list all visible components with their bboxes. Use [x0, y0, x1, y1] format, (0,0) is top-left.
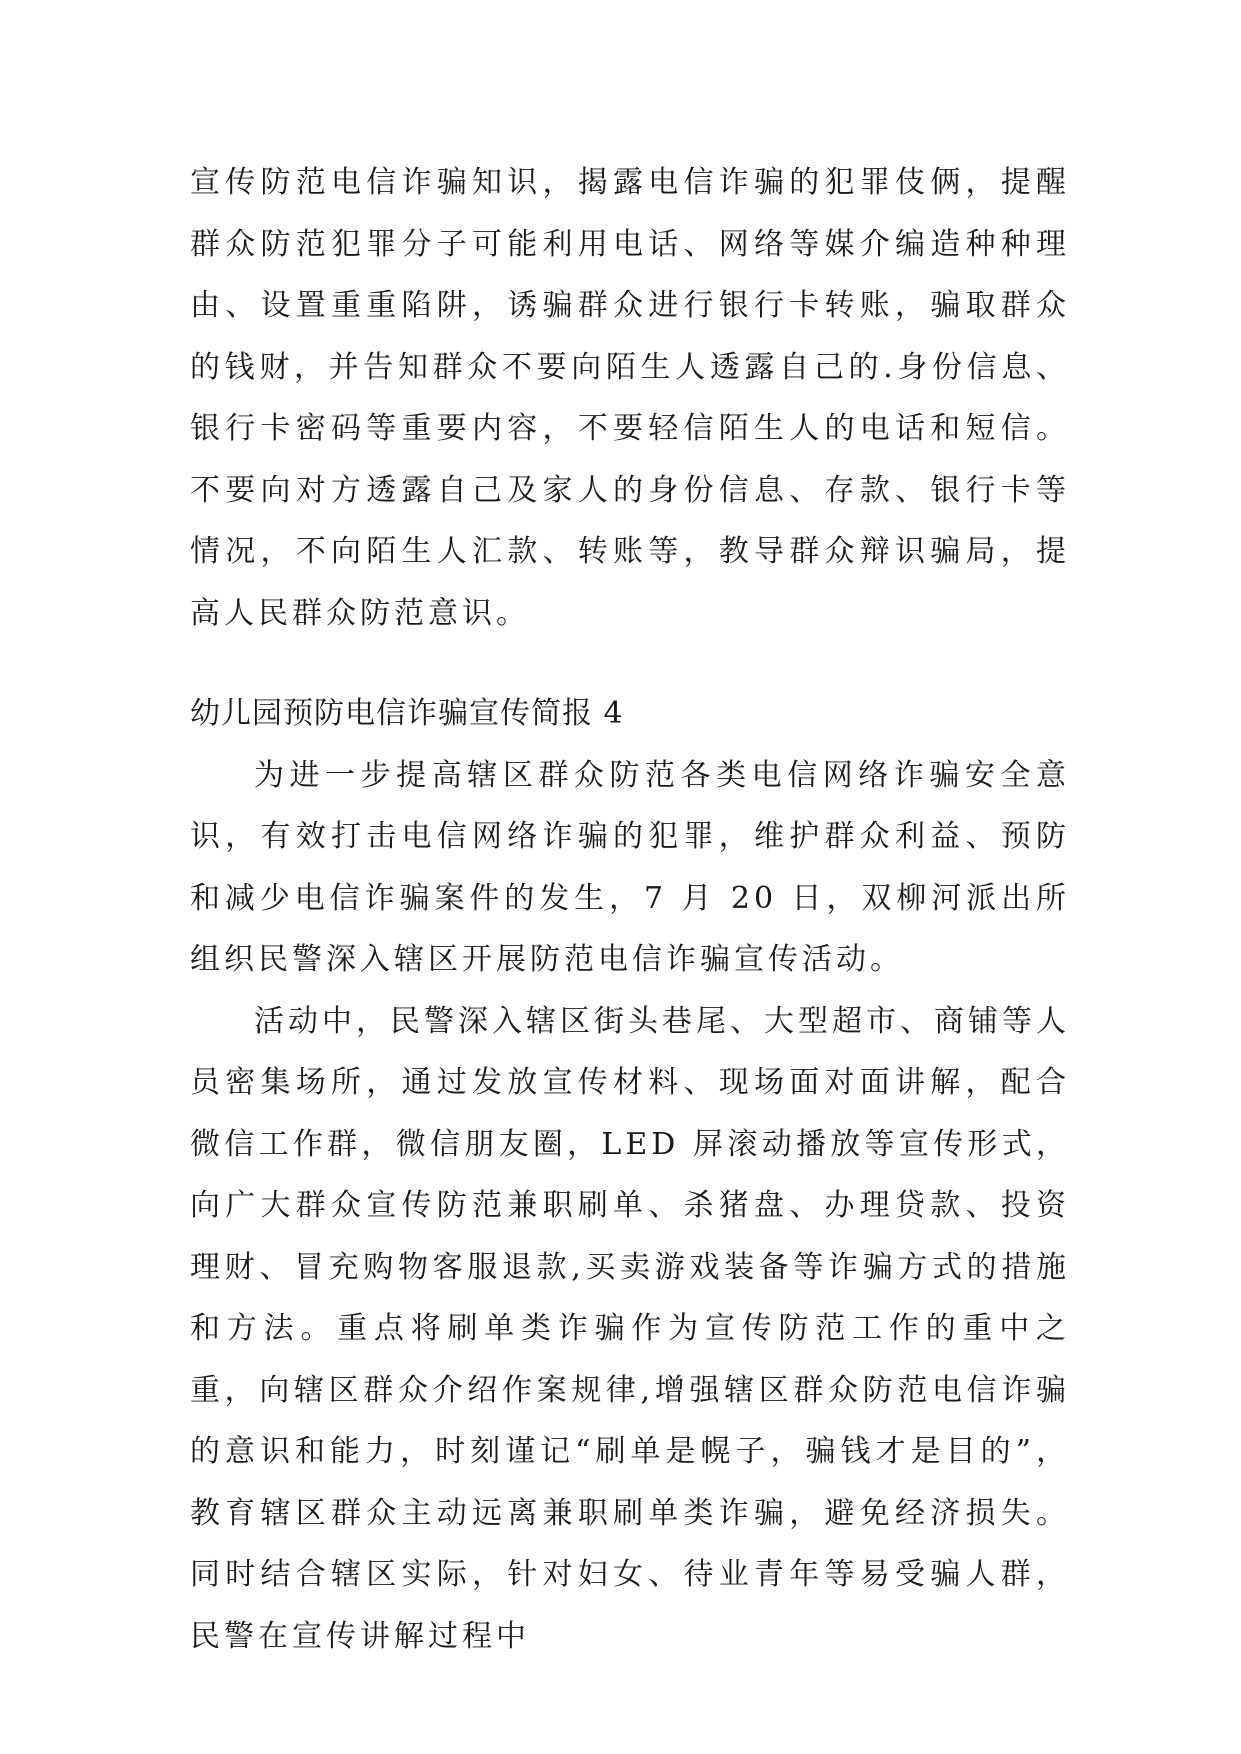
- paragraph-intro: 为进一步提高辖区群众防范各类电信网络诈骗安全意识，有效打击电信网络诈骗的犯罪，维护群众利益、预防和减少电信诈骗案件的发生，7 月 20 日，双柳河派出所组织民警深入辖区开展防范电信诈骗宣传活动。: [190, 757, 1070, 977]
- document-body: [190, 152, 1070, 1667]
- section-title: 幼儿园预防电信诈骗宣传简报 4: [190, 696, 624, 731]
- paragraph-activity: 活动中，民警深入辖区街头巷尾、大型超市、商铺等人员密集场所，通过发放宣传材料、现场面对面讲解，配合微信工作群，微信朋友圈，LED 屏滚动播放等宣传形式，向广大群众宣传防范兼职刷单、杀猪盘、办理贷款、投资理财、冒充购物客服退款,买卖游戏装备等诈骗方式的措施和方法。重点将刷单类诈骗作为宣传防范工作的重中之重，向辖区群众介绍作案规律,增强辖区群众防范电信诈骗的意识和能力，时刻谨记“刷单是幌子，骗钱才是目的”，教育辖区群众主动远离兼职刷单类诈骗，避免经济损失。同时结合辖区实际，针对妇女、待业青年等易受骗人群，民警在宣传讲解过程中: [190, 1003, 1070, 1654]
- paragraph-awareness: 宣传防范电信诈骗知识，揭露电信诈骗的犯罪伎俩，提醒群众防范犯罪分子可能利用电话、网络等媒介编造种种理由、设置重重陷阱，诱骗群众进行银行卡转账，骗取群众的钱财，并告知群众不要向陌生人透露自己的.身份信息、银行卡密码等重要内容，不要轻信陌生人的电话和短信。不要向对方透露自己及家人的身份信息、存款、银行卡等情况，不向陌生人汇款、转账等，教导群众辩识骗局，提高人民群众防范意识。: [190, 165, 1070, 631]
